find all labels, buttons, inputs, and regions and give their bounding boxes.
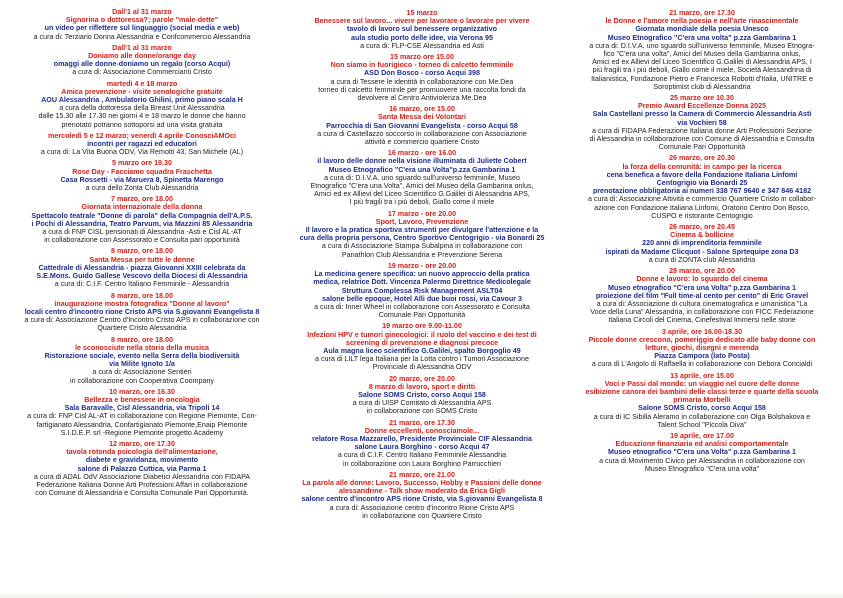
event-title: screening di prevenzione e diagnosi precoce <box>345 337 499 347</box>
event-entry <box>4 195 280 244</box>
event-organizer: a cura di: Associazione Centro d'Incontro Cristo APS in collaborazione con <box>24 315 260 325</box>
event-entry <box>283 262 561 319</box>
event-date: 12 marzo, ore 17.30 <box>109 438 175 448</box>
event-title: Santa Messa dei Volontari <box>378 112 466 122</box>
event-entry <box>565 9 839 91</box>
event-organizer: torneo di calcetto femminile per promuovere una raccolta fondi da <box>318 84 526 94</box>
event-date: 20 marzo, ore 20.00 <box>389 373 455 383</box>
event-title: Educazione finanziaria ed analisi comportamentale <box>615 439 789 449</box>
event-organizer: a cura di IC Sibilla Aleramo in collaborazione con Olga Bolshakova e <box>593 411 811 421</box>
event-organizer: Museo Etnografico "C'era una volta" <box>644 463 760 473</box>
event-organizer: azione con Fondazione Italiana Linfomi, Oratorio Centro Don Bosco, <box>594 202 810 212</box>
event-entry <box>4 8 280 41</box>
event-title: primaria Morbelli <box>673 395 731 405</box>
event-venue: relatore Rosa Mazzarello, Presidente Provinciale CIF Alessandria <box>312 433 532 443</box>
event-title: Signorina o dottoressa?; parole "male-dette" <box>65 15 219 25</box>
event-organizer: fartigianato Alessandria, Confartigianato Piemonte,Enaip Piemonte <box>36 419 248 429</box>
program-column-2 <box>283 0 561 598</box>
event-organizer: Comunale Pari Opportunità <box>658 142 746 152</box>
event-entry <box>283 471 561 520</box>
event-organizer: a cura di: Terziario Donna Alessandria e Confcommercio Alessandria <box>33 31 251 41</box>
event-organizer: fico "C'era una volta", Amici del Museo della Gambarina onlus, <box>603 49 801 59</box>
event-title: le sconosciute nella storia della musica <box>74 342 210 352</box>
event-date: 25 marzo ore 10.30 <box>670 93 734 103</box>
event-venue: Cattedrale di Alessandria - piazza Giovanni XXIII celebrata da <box>38 262 246 272</box>
event-date: 8 marzo, ore 18.00 <box>111 334 173 344</box>
event-entry <box>283 149 561 206</box>
program-column-3 <box>565 0 839 598</box>
event-title: Rose Day - Facciamo squadra Fraschetta <box>72 166 212 176</box>
event-date: 7 marzo, ore 18.00 <box>111 194 173 204</box>
event-organizer: Amici ed ex Allievi del Liceo Scientifico G.Galilei di Alessandria APS, I <box>592 57 812 67</box>
event-title: Doniamo alle donne/orange day <box>88 51 196 61</box>
event-title: Donne eccellenti, conosciamole... <box>364 425 480 435</box>
event-venue: Museo etnografico "C'era una Volta" p.zza Gambarina 1 <box>608 282 796 292</box>
event-entry <box>4 440 280 497</box>
event-title: Giornata internazionale della donna <box>81 202 203 212</box>
event-venue: aula studio porto delle idee, via Verona 95 <box>351 32 493 42</box>
event-organizer: a cura dello Zonta Club Alessandria <box>85 183 199 193</box>
event-organizer: a cura di: D.I.V.A. uno sguardo sull'universo femminile, Museo <box>324 172 520 182</box>
event-entry <box>283 9 561 50</box>
event-title: tavola rotonda psicologia dell'alimentazione, <box>66 447 218 457</box>
event-date: 10 marzo, ore 16.30 <box>109 386 175 396</box>
event-organizer: a cura di: C.I.F. Centro Italiano Femminile - Alessandria <box>54 279 230 289</box>
event-organizer: Comunale Pari Opportunità <box>378 310 466 320</box>
event-date: martedì 4 e 18 marzo <box>106 78 178 88</box>
event-title: la forza della comunità: in campo per la ricerca <box>622 161 782 171</box>
event-venue: Struttura Complessa Risk Management ASLT04 <box>341 285 503 295</box>
event-organizer: Soroptimist club di Alessandria <box>653 81 751 91</box>
event-venue: proiezione del film "Full time-al cento per cento" di Eric Gravel <box>595 290 809 300</box>
event-title: Infezioni HPV e tumori ginecologici: il ruolo del vaccino e dei test di <box>307 329 537 339</box>
event-title: letture, giochi, disegni e merenda <box>645 342 759 352</box>
event-venue: i Pochi di Alessandria, Teatro Parvum, via Mazzini 85 Alessandria <box>31 218 253 228</box>
event-date: 21 marzo, ore 17.30 <box>389 417 455 427</box>
event-date: 15 marzo <box>406 8 438 17</box>
event-entry <box>4 247 280 288</box>
event-organizer: devolvere al Centro Antiviolenza Me.Dea <box>357 93 487 103</box>
event-entry <box>283 419 561 468</box>
event-organizer: a cura di ZONTA club Alessandria <box>648 254 756 264</box>
event-venue: ASD Don Bosco - corso Acqui 398 <box>364 68 480 78</box>
event-venue: Casa Rossetti - via Maruera 8, Spinetta Marengo <box>60 174 224 184</box>
event-venue: via Milite Ignoto 1/a <box>109 359 175 369</box>
event-venue: La medicina genere specifica: un nuovo approccio della pratica <box>314 269 530 279</box>
event-venue: Museo Etnografico "C'era una Volta"p.zza Gambarina 1 <box>328 164 516 174</box>
event-organizer: Panathlon Club Alessandria e Prevenzione Serena <box>341 249 503 259</box>
event-entry <box>565 223 839 264</box>
event-date: 8 marzo, ore 18.00 <box>111 246 173 256</box>
event-title: Voci e Passi dal mondo: un viaggio nel cuore delle donne <box>604 378 800 388</box>
event-date: 16 marzo - ore 16.00 <box>387 148 457 158</box>
event-venue: Aula magna liceo scientifico G.Galilei, spalto Borgoglio 49 <box>323 345 521 355</box>
event-venue: AOU Alessandria , Ambulatorio Ghilini, primo piano scala H <box>41 95 243 105</box>
page-bottom-edge <box>0 592 843 598</box>
event-organizer: in collaborazione con Cooperativa Coompany <box>69 375 214 385</box>
event-title: Bellezza e benessere in oncologia <box>84 394 200 404</box>
event-venue: Piazza Campora (lato Posta) <box>654 351 750 361</box>
event-organizer: prenotato potranno sottoporsi ad una visita gratuita <box>61 119 223 129</box>
event-entry <box>283 210 561 259</box>
event-organizer: a cura di Movimento Civico per Alessandria in collaborazione con <box>599 455 805 465</box>
event-entry <box>4 44 280 77</box>
event-organizer: in collaborazione con SOMS Cristo <box>366 406 478 416</box>
event-date: 17 marzo - ore 20.00 <box>387 208 457 218</box>
event-organizer: in collaborazione con Assessorato e Consulta pari opportunità <box>44 235 240 245</box>
event-date: 8 marzo, ore 18.00 <box>111 290 173 300</box>
event-date: 21 marzo, ore 21.00 <box>389 469 455 479</box>
event-venue: cena benefica a favore della Fondazione Italiana Linfomi <box>606 169 798 179</box>
event-venue: prenotazione obbligatoria ai numeri 338 767 9640 e 347 846 4182 <box>592 186 812 196</box>
event-venue: Sala Baravalle, Cisl Alessandria, via Tripoli 14 <box>64 403 220 413</box>
event-entry <box>283 322 561 371</box>
event-venue: Museo Etnografico "C'era una volta" p.zza Gambarina 1 <box>607 32 797 42</box>
event-organizer: con Comune di Alessandria e Consulta Comunale Pari Opportunità. <box>35 488 249 498</box>
event-entry <box>565 154 839 220</box>
event-venue: Il lavoro e la pratica sportiva strumenti per divulgare l'attenzione e la <box>305 225 539 235</box>
event-title: esibizione canora dei bambini delle classi terze e quarte della scuola <box>585 386 819 396</box>
event-title: Premio Award Eccellenze Donna 2025 <box>637 101 767 111</box>
event-entry <box>565 267 839 324</box>
event-venue: un video per riflettere sul linguaggio (social media e web) <box>44 23 240 33</box>
event-date: 26 marzo, ore 20.30 <box>669 153 735 163</box>
event-venue: Salone SOMS Cristo, corso Acqui 158 <box>358 389 486 399</box>
event-entry <box>565 328 839 369</box>
event-title: Donne e lavoro: lo sguardo del cinema <box>636 274 768 284</box>
event-organizer: Italiana Circoli del Cinema, Cinefestival Immersi nelle storie <box>608 315 796 325</box>
event-organizer: a cura di: Associazione Attività e commercio Quartiere Cristo in collabor- <box>587 194 817 204</box>
event-organizer: I più fragili tra i più deboli, Giallo come il miele <box>349 197 495 207</box>
event-entry <box>283 53 561 102</box>
event-venue: tavolo di lavoro sul benessere organizzativo <box>347 24 497 34</box>
event-organizer: CUSPO e ristorante Centogrigio <box>651 210 753 220</box>
event-title: Amica prevenzione - visite senologiche gratuite <box>61 86 223 96</box>
event-organizer: a cura di FIDAPA Federazione Italiana donne Arti Professioni Sezione <box>591 125 812 135</box>
event-date: 3 aprile, ore 16.00-18.30 <box>661 326 743 336</box>
event-date: mercoledì 5 e 12 marzo; venerdì 4 aprile ConosciAMOci <box>48 130 236 140</box>
event-date: Dall'1 al 31 marzo <box>112 42 172 52</box>
event-entry <box>4 80 280 129</box>
event-title: Non siamo in fuorigioco - torneo di calcetto femminile <box>330 60 514 70</box>
event-venue: Parrocchia di San Giovanni Evangelista - corso Acqui 58 <box>326 120 518 130</box>
event-organizer: attività e commercio quartiere Cristo <box>364 137 480 147</box>
event-organizer: S.I.D.E.P. srl -Regione Piemonte progetto Academy <box>60 427 224 437</box>
event-venue: Sala Castellani presso la Camera di Commercio Alessandria Asti <box>592 109 812 119</box>
event-venue: 220 anni di imprenditoria femminile <box>642 238 762 248</box>
event-organizer: a cura di UISP Comitato di Alessandria APS <box>352 398 492 408</box>
event-organizer: a cura di ADAL OdV Associazione Diabetici Alessandria con FIDAPA <box>33 471 251 481</box>
event-organizer: Italianistica, Fondazione Pietro e Francesca Robotti d'Italia, UNITRE e <box>591 73 813 83</box>
event-entry <box>4 388 280 437</box>
event-organizer: a cura di: La Vita Buona ODV, Via Remotti 43, San Michele (AL) <box>40 147 244 157</box>
event-organizer: a cura di LILT lega Italiana per la Lotta contro i Tumori Associazione <box>315 354 529 364</box>
event-venue: locali centro d'incontro rione Cristo APS via S.giovanni Evangelista 8 <box>24 306 260 316</box>
event-date: 16 marzo, ore 15.00 <box>389 104 455 114</box>
event-date: 13 aprile, ore 15.00 <box>670 370 734 380</box>
event-entry <box>4 336 280 385</box>
event-date: 28 marzo, ore 20.00 <box>669 266 735 276</box>
event-organizer: a cura di: D.I.V.A. uno sguardo sull'universo femminile, Museo Etnogra- <box>589 40 815 50</box>
event-organizer: Voce della Luna" Alessandria, in collaborazione con FICC Federazione <box>590 307 814 317</box>
event-organizer: Federazione Italiana Donne Arti Professioni Affari in collaborazione <box>36 479 248 489</box>
event-date: 19 marzo - ore 20.00 <box>387 260 457 270</box>
event-date: 19 aprile, ore 17.00 <box>670 430 734 440</box>
event-entry <box>4 132 280 157</box>
event-title: Santa Messa per tutte le donne <box>89 254 195 264</box>
event-venue: Giornata mondiale della poesia Unesco <box>635 24 769 34</box>
event-entry <box>283 105 561 146</box>
event-venue: Museo etnografico "C'era una Volta" p.zza Gambarina 1 <box>608 447 796 457</box>
event-venue: salone Laura Borghino - corso Acqui 47 <box>354 442 490 452</box>
event-entry <box>4 292 280 333</box>
event-venue: salone belle epoque, Hotel Alli due buoi rossi, via Cavour 3 <box>322 293 522 303</box>
event-venue: S.E.Mons. Guido Gallese Vescovo della Diocesi di Alessandria <box>36 271 248 281</box>
event-organizer: in collaborazione con Laura Borghino Parrucchieri <box>343 458 501 468</box>
event-organizer: più fragili tra i più deboli, Giallo come il miele, Società Alessandrina di <box>592 65 812 75</box>
event-organizer: a cura di FNP CISL pensionati di Alessandria -Asti e Cisl AL-AT <box>42 227 242 237</box>
event-date: 5 marzo ore 19.30 <box>112 158 172 168</box>
event-entry <box>4 159 280 192</box>
event-organizer: a cura di: Associazione centro d'incontro Rione Cristo APS <box>329 502 515 512</box>
event-date: Dall'1 al 31 marzo <box>112 7 172 16</box>
event-organizer: a cura di C.I.F. Centro Italiano Femminile Alessandria <box>337 450 507 460</box>
event-organizer: a cura di: Associazione Commercianti Cristo <box>72 67 212 77</box>
event-organizer: a cura di: Associazione Sentieri <box>92 367 192 377</box>
event-organizer: in collaborazione con Quartiere Cristo <box>362 510 482 520</box>
event-venue: omaggi alle donne-doniamo un regalo (corso Acqui) <box>53 59 231 69</box>
event-venue: Centogrigio via Bonardi 25 <box>656 178 748 188</box>
event-title: Sport, Lavoro, Prevenzione <box>375 216 469 226</box>
event-organizer: Etnografico "C'era una Volta", Amici del Museo della Gambarina onlus, <box>310 181 534 191</box>
event-organizer: a cura di: FNP Cisl AL-AT in collaborazione con Regione Piemonte, Con- <box>27 411 257 421</box>
event-organizer: a cura di: Associazione di cultura cinematografica e umanistica "La <box>596 298 808 308</box>
event-organizer: a cura di: FLP-CSE Alessandria ed Asti <box>360 40 484 50</box>
event-organizer: a cura di Tessere le identità in collaborazione con Me.Dea <box>330 76 514 86</box>
event-entry <box>283 375 561 416</box>
event-venue: salone centro d'incontro APS rione Cristo, via S.giovanni Evangelista 8 <box>301 494 543 504</box>
event-organizer: di Alessandria in collaborazione con Comune di Alessandria e Consulta <box>589 134 815 144</box>
event-venue: Salone SOMS Cristo, corso Acqui 158 <box>638 403 766 413</box>
event-organizer: Amici ed ex Allievi del Liceo Scientifico G.Galilei di Alessandria APS, <box>314 189 530 199</box>
event-organizer: a cura di Associazione Stampa Subalpina in collaborazione con <box>321 241 523 251</box>
event-venue: Ristorazione sociale, evento nella Serra della biodiversità <box>44 350 240 360</box>
event-organizer: a cura di L'Angolo di Raffaella in collaborazione con Debora Concialdi <box>591 359 813 369</box>
event-venue: Spettacolo teatrale "Donne di parola" della Compagnia dell'A.P.S. <box>31 210 253 220</box>
event-venue: cura della propria persona, Centro Sportivo Centogrigio - via Bonardi 25 <box>299 233 545 243</box>
event-organizer: Provinciale di Alessandria ODV <box>372 362 472 372</box>
event-venue: via Vochieri 58 <box>677 117 727 127</box>
event-organizer: dalle 15.30 alle 17.30 nei giorni 4 e 18 marzo le donne che hanno <box>38 111 246 121</box>
event-date: 21 marzo, ore 17.30 <box>669 8 735 17</box>
event-organizer: Quartiere Cristo Alessandria <box>97 323 187 333</box>
event-organizer: Talent School "Piccola Diva" <box>657 419 747 429</box>
event-title: alessandrine - Talk show moderato da Erica Gigli <box>338 486 506 496</box>
event-title: Benessere sul lavoro... vivere per lavorare o lavorare per vivere <box>314 16 530 26</box>
event-organizer: a cura di: Inner Wheel in collaborazione con Assessorato e Consulta <box>314 301 530 311</box>
event-title: Piccole donne crescono, pomeriggio dedicato alle baby donne con <box>588 334 816 344</box>
event-date: 26 marzo, ore 20.45 <box>669 222 735 232</box>
event-date: 19 marzo ore 9.00-11.00 <box>382 321 462 331</box>
event-title: La parola alle donne: Lavoro, Successo, Hobby e Passioni delle donne <box>302 477 542 487</box>
event-title: 8 marzo di lavoro, sport e diritti <box>368 381 476 391</box>
event-venue: incontri per ragazzi ed educatori <box>87 139 197 149</box>
event-venue: salone di Palazzo Cuttica, via Parma 1 <box>77 463 207 473</box>
event-venue: ispirati da Madame Clicquot - Salone Sprtequipe zona D3 <box>605 246 799 256</box>
event-entry <box>565 432 839 473</box>
event-venue: medica, relatrice Dott. Vincenza Palermo Direttrice Medicolegale <box>313 277 531 287</box>
program-column-1 <box>4 0 280 598</box>
event-title: le Donne e l'amore nella poesia e nell'arte rinascimentale <box>605 16 799 26</box>
event-venue: diabete e gravidanza, movimento <box>85 455 199 465</box>
event-venue: il lavoro delle donne nella visione illuminata di Juliette Cobert <box>317 156 527 166</box>
event-title: inaugurazione mostra fotografica "Donne al lavoro" <box>54 298 230 308</box>
event-organizer: a cura di Castellazzo soccorso in collaborazione con Associazione <box>317 128 527 138</box>
event-entry <box>565 94 839 151</box>
event-date: 15 marzo ore 15.00 <box>390 52 454 62</box>
event-entry <box>565 372 839 429</box>
event-title: Cinema & bollicine <box>670 230 734 240</box>
event-organizer: a cura della dottoressa della Breast Unit Alessandria <box>59 103 225 113</box>
